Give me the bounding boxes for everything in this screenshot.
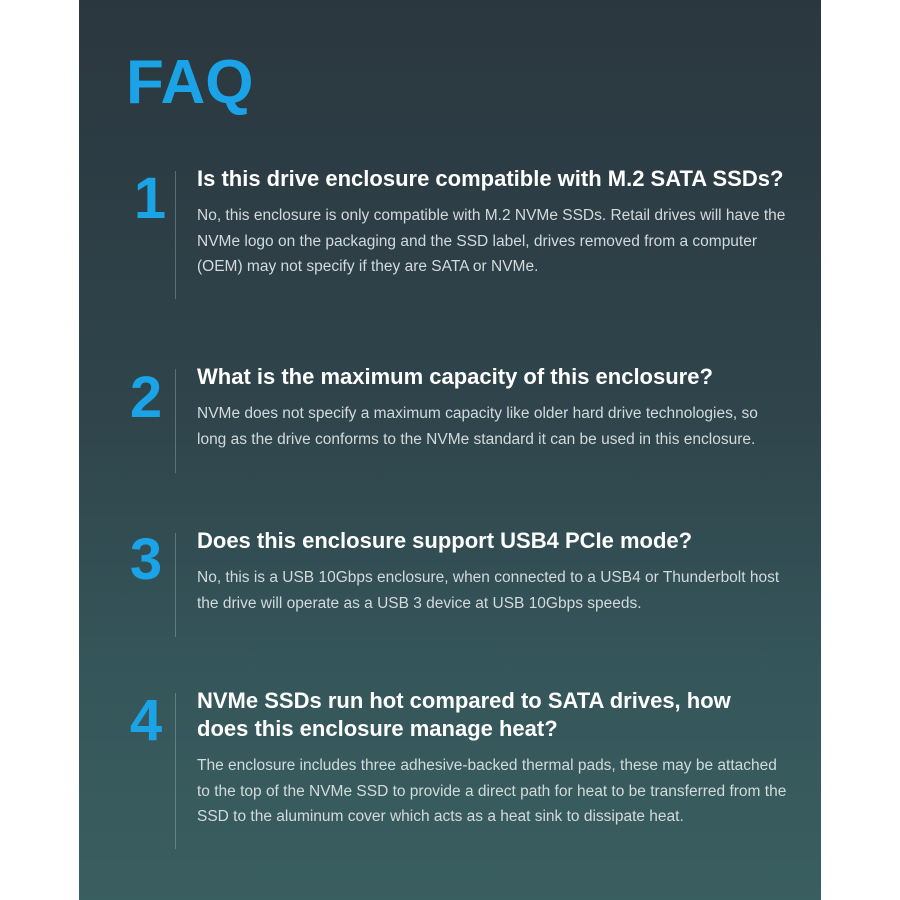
faq-answer: The enclosure includes three adhesive-backed thermal pads, these may be attached to the top of the NVMe SSD to provide a direct path for heat to be transferred from the SSD to the aluminum cover which acts as a heat sink to dissipate heat. [197, 757, 787, 825]
faq-question: NVMe SSDs run hot compared to SATA drives, how does this enclosure manage heat? [197, 688, 731, 741]
faq-content [197, 687, 787, 830]
faq-panel [79, 0, 821, 900]
faq-divider [175, 693, 176, 849]
faq-content [197, 165, 787, 280]
faq-number: 4 [129, 688, 163, 753]
faq-title: FAQ [126, 48, 254, 117]
faq-number: 3 [129, 527, 163, 592]
faq-divider [175, 533, 176, 637]
faq-divider [175, 171, 176, 299]
faq-number: 1 [133, 166, 167, 231]
faq-content [197, 527, 787, 616]
faq-answer: NVMe does not specify a maximum capacity like older hard drive technologies, so long as the drive conforms to the NVMe standard it can be used in this enclosure. [197, 405, 758, 448]
faq-content [197, 363, 787, 452]
faq-divider [175, 369, 176, 473]
faq-answer: No, this is a USB 10Gbps enclosure, when connected to a USB4 or Thunderbolt host the drive will operate as a USB 3 device at USB 10Gbps speeds. [197, 569, 780, 612]
faq-question: Does this enclosure support USB4 PCIe mode? [197, 528, 693, 553]
faq-question: What is the maximum capacity of this enclosure? [197, 364, 713, 389]
faq-number: 2 [129, 365, 163, 430]
faq-answer: No, this enclosure is only compatible with M.2 NVMe SSDs. Retail drives will have the NVMe logo on the packaging and the SSD label, drives removed from a computer (OEM) may not specify if they are SATA or NVMe. [197, 207, 786, 275]
faq-question: Is this drive enclosure compatible with M.2 SATA SSDs? [197, 166, 784, 191]
